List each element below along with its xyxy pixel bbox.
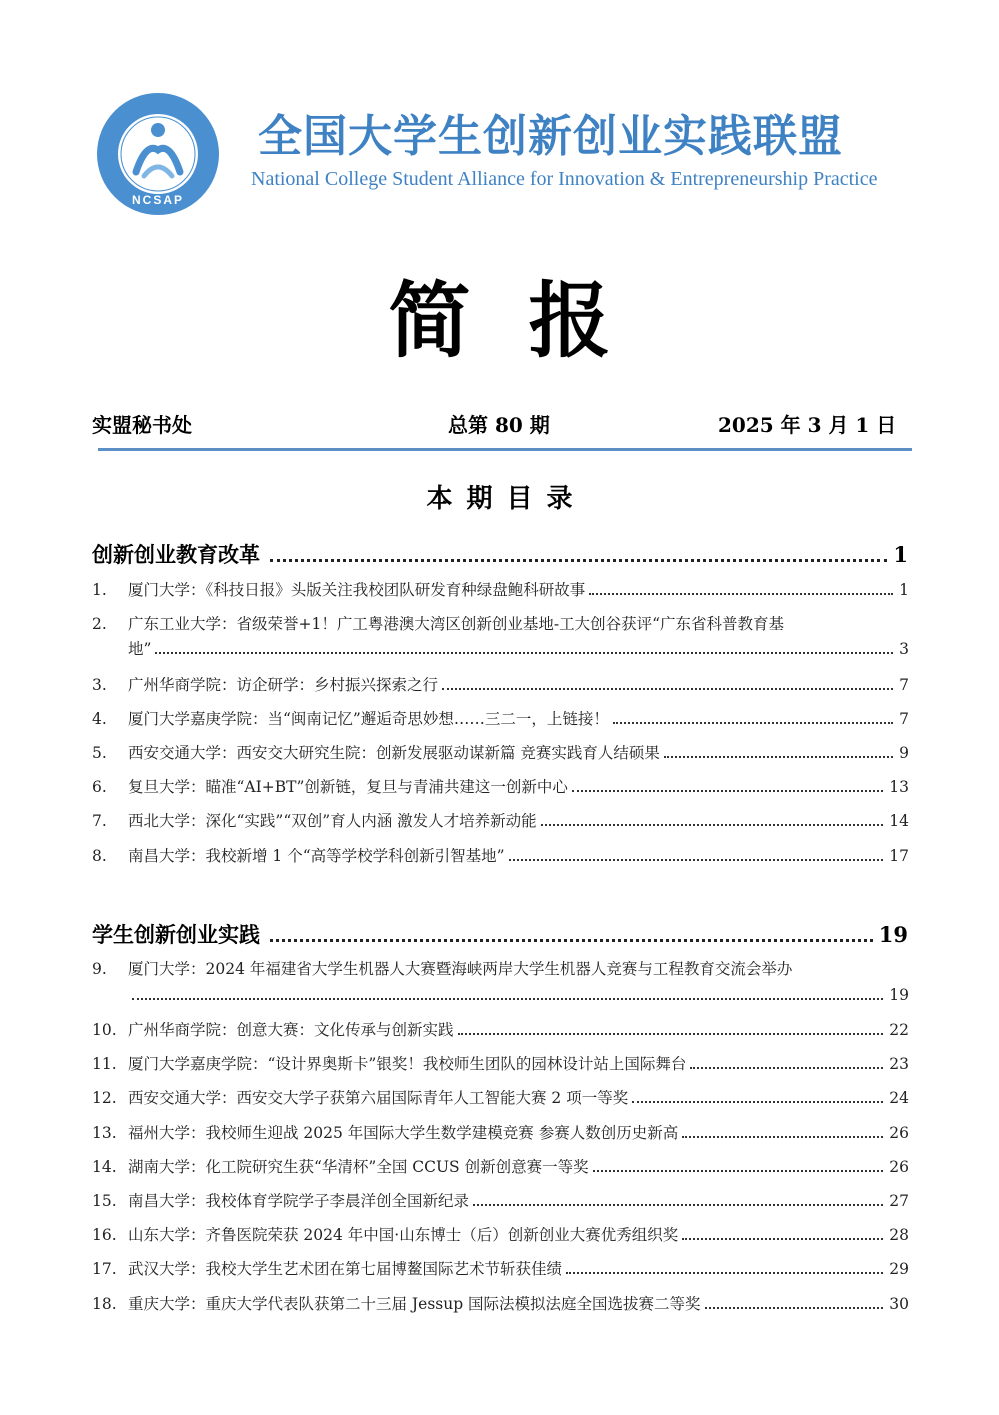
entry-page: 7 [899, 676, 909, 694]
entry-page: 9 [899, 744, 909, 762]
entry-page: 27 [889, 1192, 909, 1210]
leader-dots [664, 756, 893, 758]
entry-page: 19 [889, 986, 909, 1004]
issue-date: 2025 年 3 月 1 日 [718, 413, 897, 437]
leader-dots [572, 790, 883, 792]
entry-title: 湖南大学：化工院研究生获“华清杯”全国 CCUS 创新创意赛一等奖 [128, 1158, 589, 1176]
issue-number: 总第 80 期 [448, 413, 550, 437]
leader-dots [155, 652, 893, 654]
entry-page: 3 [899, 640, 909, 658]
entry-title: 复旦大学：瞄准“AI+BT”创新链，复旦与青浦共建这一创新中心 [128, 778, 568, 796]
header-divider [98, 448, 912, 451]
entry-page: 26 [889, 1158, 909, 1176]
entry-number: 17. [92, 1260, 117, 1278]
entry-number: 1. [92, 581, 107, 599]
entry-number: 16. [92, 1226, 117, 1244]
entry-title-cont: 地” [128, 640, 152, 658]
leader-dots [566, 1272, 883, 1274]
entry-title: 厦门大学：2024 年福建省大学生机器人大赛暨海峡两岸大学生机器人竞赛与工程教育交流会举办 [128, 960, 793, 978]
page-title: 简报 [388, 273, 669, 369]
section-page: 19 [878, 922, 908, 947]
entry-page: 26 [889, 1124, 909, 1142]
entry-title: 重庆大学：重庆大学代表队获第二十三届 Jessup 国际法模拟法庭全国选拔赛二等奖 [128, 1295, 701, 1313]
entry-page: 14 [889, 812, 909, 830]
entry-page: 17 [889, 847, 909, 865]
leader-dots [473, 1204, 883, 1206]
entry-page: 7 [899, 710, 909, 728]
entry-page: 22 [889, 1021, 909, 1039]
publisher: 实盟秘书处 [92, 413, 192, 437]
entry-title: 山东大学：齐鲁医院荣获 2024 年中国·山东博士（后）创新创业大赛优秀组织奖 [128, 1226, 679, 1244]
entry-number: 13. [92, 1124, 117, 1142]
ncsap-logo [96, 92, 220, 216]
leader-dots [541, 824, 884, 826]
entry-number: 5. [92, 744, 107, 762]
leader-dots [632, 1101, 883, 1103]
leader-dots [682, 1136, 883, 1138]
entry-number: 12. [92, 1089, 117, 1107]
section-title: 学生创新创业实践 [92, 922, 260, 947]
entry-number: 11. [92, 1055, 117, 1073]
org-name-cn: 全国大学生创新创业实践联盟 [258, 111, 843, 162]
entry-number: 15. [92, 1192, 117, 1210]
leader-dots [593, 1170, 884, 1172]
org-name-en: National College Student Alliance for Innovation & Entrepreneurship Practice [251, 168, 878, 190]
logo-abbr: NCSAP [131, 193, 185, 207]
entry-page: 24 [889, 1089, 909, 1107]
leader-dots [442, 688, 893, 690]
entry-title: 西安交通大学：西安交大学子获第六届国际青年人工智能大赛 2 项一等奖 [128, 1089, 629, 1107]
entry-number: 18. [92, 1295, 117, 1313]
leader-dots [589, 593, 893, 595]
toc-title: 本期目录 [426, 484, 587, 514]
entry-page: 30 [889, 1295, 909, 1313]
entry-page: 23 [889, 1055, 909, 1073]
entry-number: 14. [92, 1158, 117, 1176]
leader-dots [613, 722, 893, 724]
entry-title: 南昌大学：我校新增 1 个“高等学校学科创新引智基地” [128, 847, 505, 865]
entry-title: 广州华商学院：访企研学：乡村振兴探索之行 [128, 676, 439, 694]
entry-number: 10. [92, 1021, 117, 1039]
entry-page: 13 [889, 778, 909, 796]
entry-number: 2. [92, 615, 107, 633]
entry-title: 南昌大学：我校体育学院学子李晨洋创全国新纪录 [128, 1192, 470, 1210]
leader-dots [270, 939, 873, 942]
leader-dots [458, 1033, 884, 1035]
leader-dots [509, 859, 884, 861]
toc-section-heading[interactable] [92, 539, 908, 569]
section-page: 1 [893, 542, 908, 567]
toc-section-heading[interactable] [92, 919, 908, 949]
leader-dots [690, 1067, 883, 1069]
entry-title: 福州大学：我校师生迎战 2025 年国际大学生数学建模竞赛 参赛人数创历史新高 [128, 1124, 679, 1142]
entry-number: 6. [92, 778, 107, 796]
entry-number: 3. [92, 676, 107, 694]
entry-number: 9. [92, 960, 107, 978]
leader-dots [705, 1307, 884, 1309]
entry-title: 厦门大学：《科技日报》头版关注我校团队研发育种绿盘鲍科研故事 [128, 581, 586, 599]
entry-page: 28 [889, 1226, 909, 1244]
section-title: 创新创业教育改革 [92, 542, 260, 567]
entry-number: 4. [92, 710, 107, 728]
entry-number: 8. [92, 847, 107, 865]
entry-title: 广东工业大学：省级荣誉+1！广工粤港澳大湾区创新创业基地-工大创谷获评“广东省科普教育基 [128, 615, 785, 633]
entry-page: 1 [899, 581, 909, 599]
entry-number: 7. [92, 812, 107, 830]
entry-title: 厦门大学嘉庚学院：当“闽南记忆”邂逅奇思妙想……三二一，上链接！ [128, 710, 609, 728]
entry-title: 厦门大学嘉庚学院：“设计界奥斯卡”银奖！我校师生团队的园林设计站上国际舞台 [128, 1055, 687, 1073]
entry-title: 西北大学：深化“实践”“双创”育人内涵 激发人才培养新动能 [128, 812, 537, 830]
entry-title: 广州华商学院：创意大赛：文化传承与创新实践 [128, 1021, 454, 1039]
leader-dots [132, 998, 883, 1000]
entry-page: 29 [889, 1260, 909, 1278]
entry-title: 西安交通大学：西安交大研究生院：创新发展驱动谋新篇 竞赛实践育人结硕果 [128, 744, 660, 762]
leader-dots [682, 1238, 883, 1240]
leader-dots [270, 559, 887, 562]
entry-title: 武汉大学：我校大学生艺术团在第七届博鳌国际艺术节斩获佳绩 [128, 1260, 563, 1278]
